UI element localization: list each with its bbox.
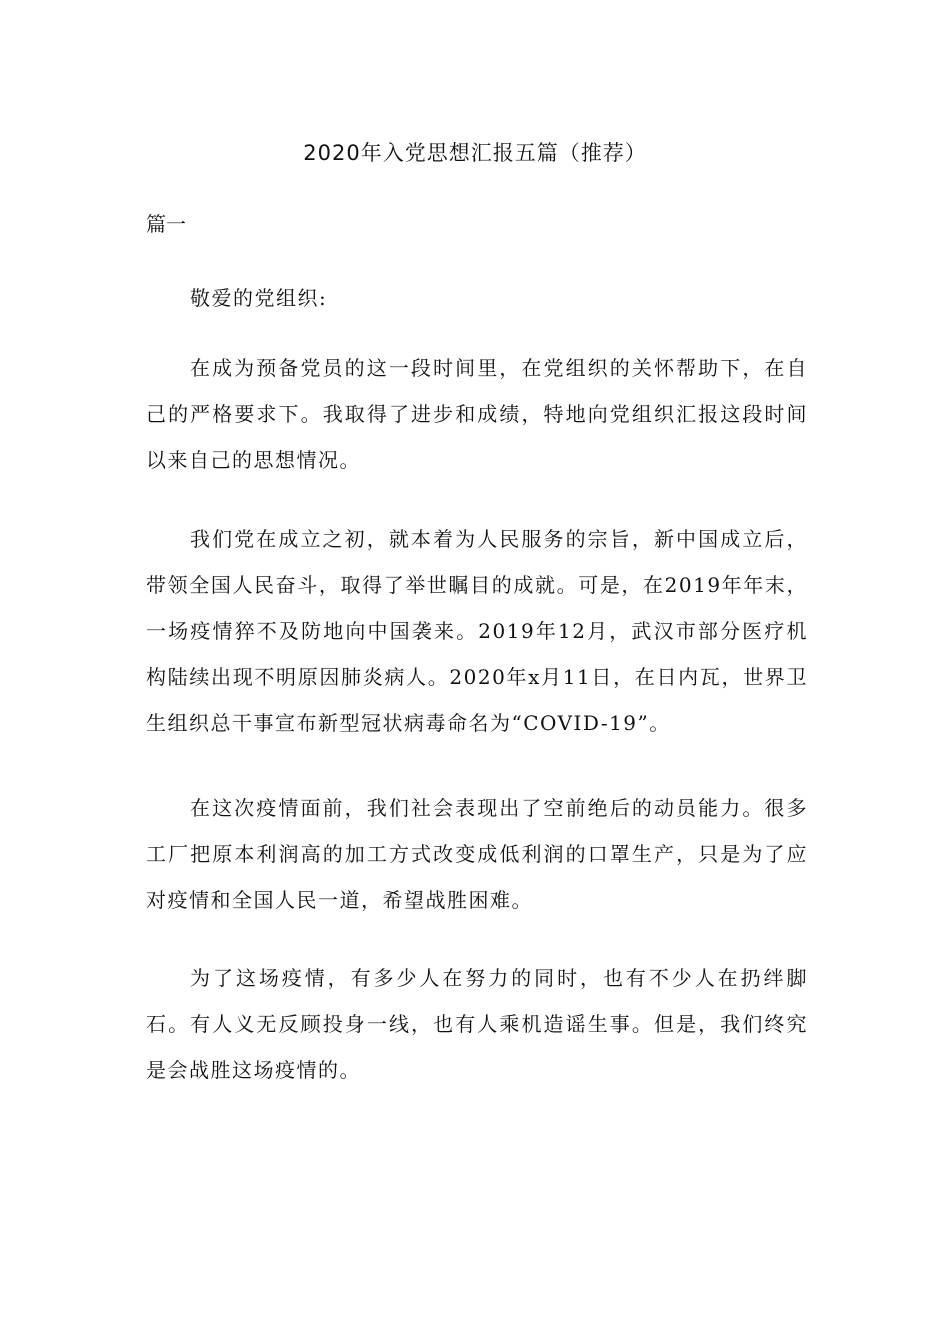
- body-paragraph-2: 我们党在成立之初，就本着为人民服务的宗旨，新中国成立后，带领全国人民奋斗，取得了举世瞩目的成就。可是，在2019年年末，一场疫情猝不及防地向中国袭来。2019年12月，武汉市部分医疗机构陆续出现不明原因肺炎病人。2020年x月11日，在日内瓦，世界卫生组织总干事宣布新型冠状病毒命名为“COVID-19”。: [146, 527, 808, 735]
- salutation: 敬爱的党组织:: [190, 286, 328, 310]
- body-paragraph-3: 在这次疫情面前，我们社会表现出了空前绝后的动员能力。很多工厂把原本利润高的加工方式改变成低利润的口罩生产，只是为了应对疫情和全国人民一道，希望战胜困难。: [146, 796, 808, 912]
- body-paragraph-4: 为了这场疫情，有多少人在努力的同时，也有不少人在扔绊脚石。有人义无反顾投身一线，也有人乘机造谣生事。但是，我们终究是会战胜这场疫情的。: [146, 966, 808, 1082]
- section-heading: 篇一: [146, 212, 186, 236]
- body-paragraph-1: 在成为预备党员的这一段时间里，在党组织的关怀帮助下，在自己的严格要求下。我取得了进步和成绩，特地向党组织汇报这段时间以来自己的思想情况。: [146, 356, 808, 472]
- document-title: 2020年入党思想汇报五篇（推荐）: [303, 141, 647, 165]
